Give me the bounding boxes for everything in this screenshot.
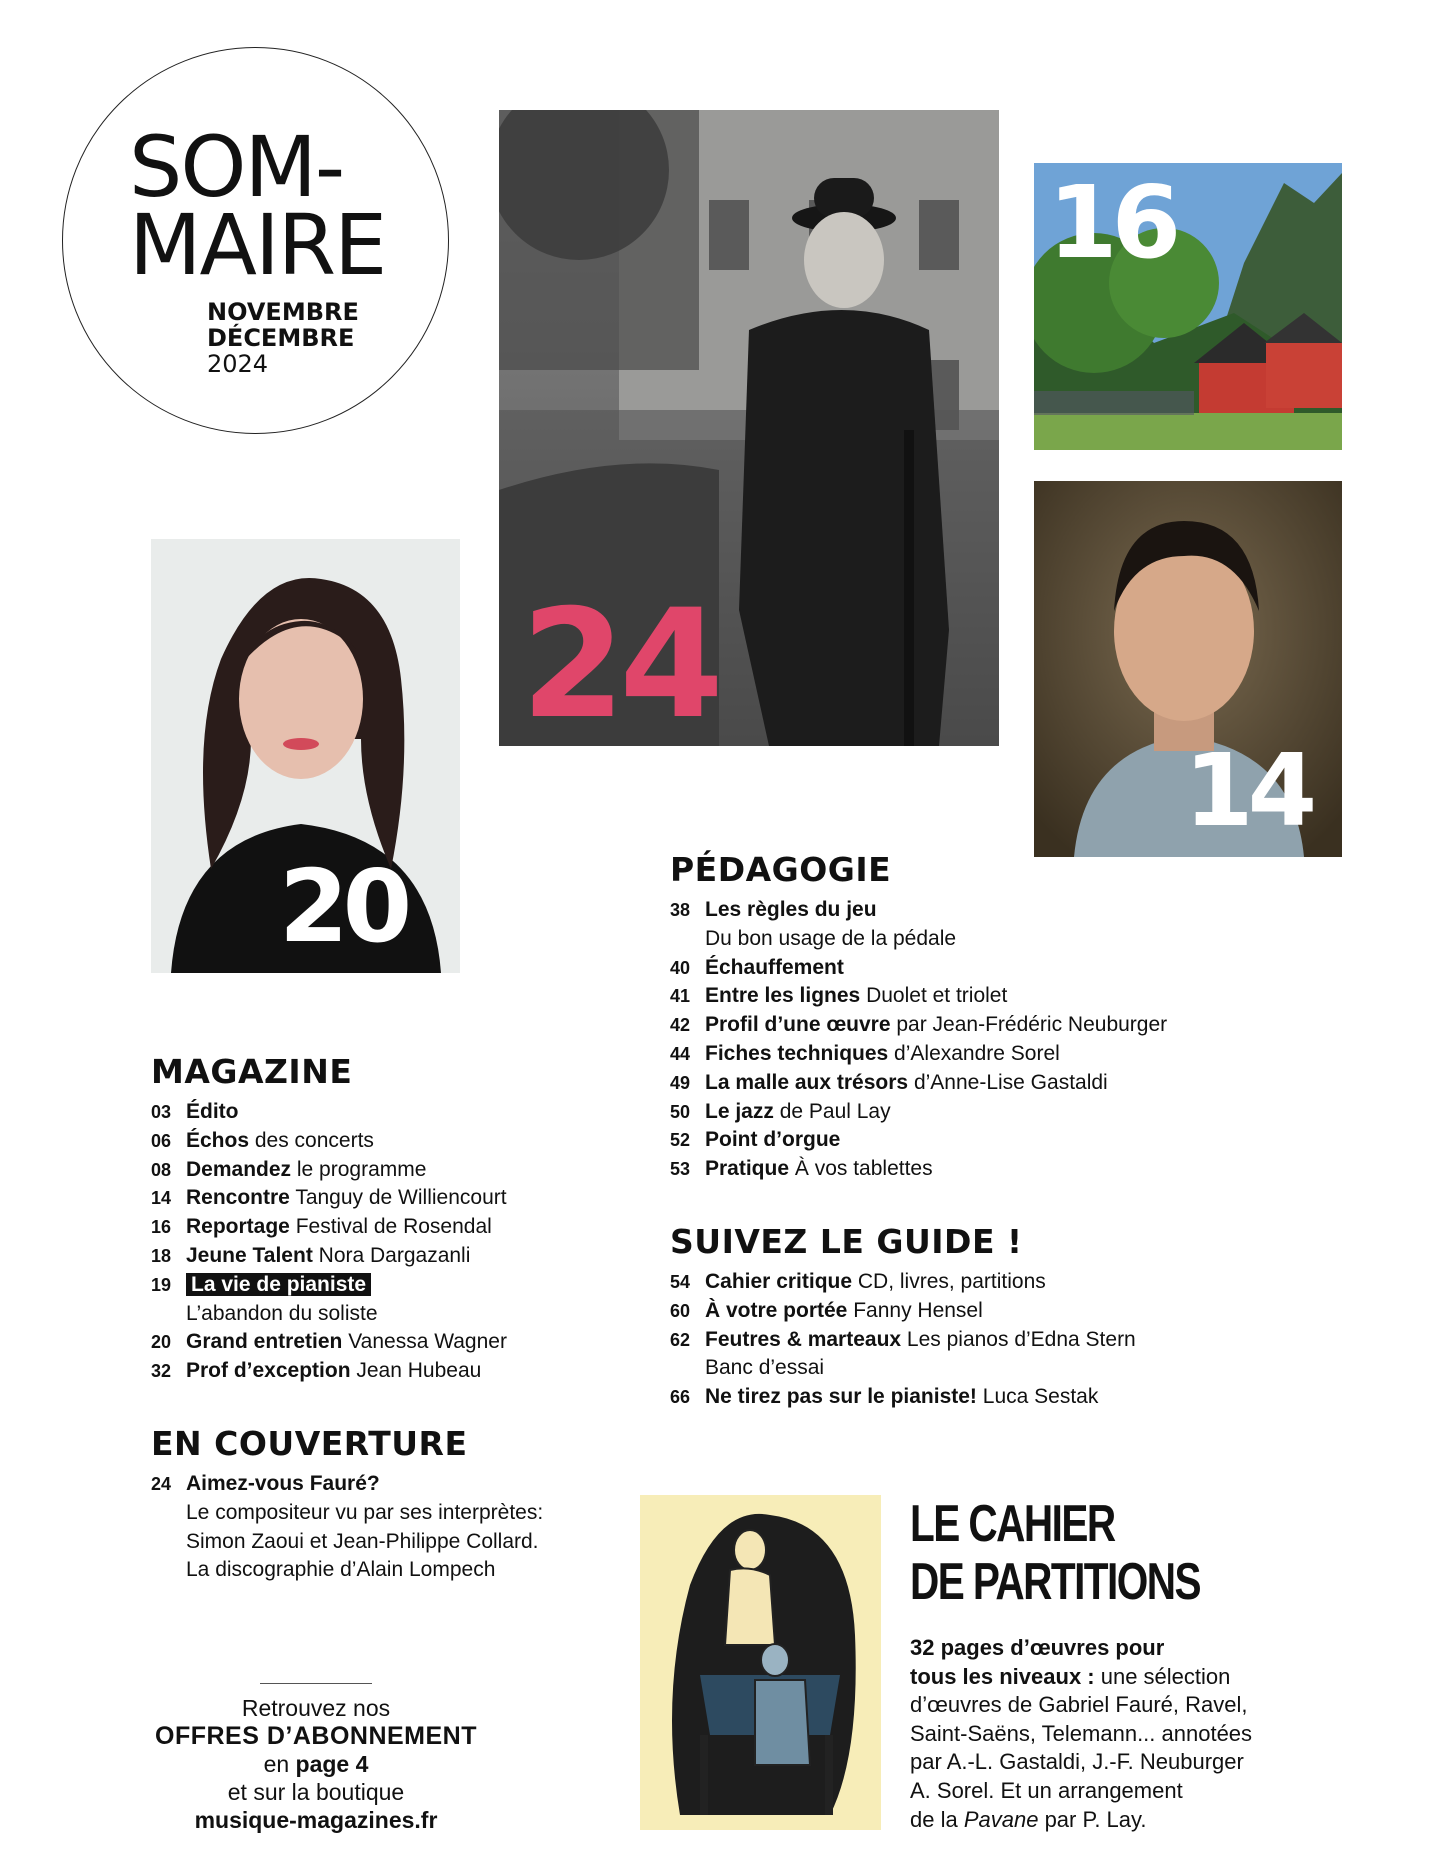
entry-subtitle: de Paul Lay (773, 1099, 891, 1123)
entry-subtitle: Jean Hubeau (350, 1359, 482, 1383)
entry-title: Prof d’exception (186, 1359, 351, 1383)
toc-entry[interactable] (670, 1326, 1136, 1355)
faure-page-number: 24 (521, 578, 718, 746)
page-number: 06 (151, 1130, 172, 1151)
page-number: 44 (670, 1043, 691, 1064)
entry-subtitle: Du bon usage de la pédale (705, 926, 957, 950)
cahier-title-line-2: DE PARTITIONS (910, 1553, 1200, 1611)
faure-photo[interactable] (499, 110, 999, 746)
page-number: 24 (151, 1474, 172, 1494)
toc-entry[interactable] (151, 1357, 507, 1386)
toc-entry[interactable] (670, 1069, 1167, 1098)
cahier-text-5: A. Sorel. Et un arrangement (910, 1777, 1183, 1803)
issue-year: 2024 (207, 350, 269, 378)
magazine-section (151, 1052, 507, 1386)
entry-title: Feutres & marteaux (705, 1327, 902, 1351)
toc-entry[interactable] (670, 1268, 1136, 1297)
entry-title: Rencontre (186, 1186, 290, 1210)
subscription-line-1: Retrouvez nos (241, 1695, 391, 1721)
entry-title: Profil d’une œuvre (705, 1013, 891, 1037)
page-number: 18 (151, 1245, 172, 1266)
entry-subtitle: des concerts (249, 1128, 374, 1152)
toc-entry[interactable] (670, 954, 1167, 983)
piano-illustration-image (640, 1495, 881, 1830)
entry-title: À votre portée (705, 1298, 848, 1322)
entry-subtitle: Festival de Rosendal (289, 1215, 492, 1239)
pedagogy-heading: PÉDAGOGIE (670, 850, 892, 889)
title-circle (62, 47, 449, 434)
toc-entry[interactable] (670, 1126, 1167, 1155)
cahier-text-6-pre: de la (910, 1806, 964, 1832)
subscription-page (136, 1750, 496, 1778)
entry-subtitle: Les pianos d’Edna Stern (901, 1327, 1136, 1351)
toc-entry[interactable] (151, 1156, 507, 1185)
cahier-text-3: Saint-Saëns, Telemann... annotées (910, 1720, 1253, 1746)
entry-subtitle: Vanessa Wagner (342, 1330, 507, 1354)
entry-title: Cahier critique (705, 1270, 853, 1293)
toc-entry[interactable] (151, 1098, 507, 1127)
entry-title: Le jazz (705, 1099, 774, 1123)
page-number: 54 (670, 1272, 691, 1292)
cahier-bold-2: tous les niveaux : (910, 1663, 1095, 1689)
entry-subtitle: d’Alexandre Sorel (888, 1041, 1060, 1065)
toc-entry-continuation (151, 1300, 507, 1329)
entry-subtitle: Banc d’essai (705, 1356, 825, 1380)
entry-title: Reportage (186, 1215, 290, 1239)
issue-month-1: NOVEMBRE (207, 298, 359, 326)
toc-entry[interactable] (670, 1297, 1136, 1326)
toc-entry[interactable] (151, 1328, 507, 1357)
entry-subtitle: le programme (291, 1157, 427, 1181)
title-line-1: SOM- (129, 118, 344, 216)
toc-entry[interactable] (670, 896, 1167, 925)
page-number: 38 (670, 900, 691, 920)
page-number: 62 (670, 1329, 691, 1350)
toc-entry[interactable] (151, 1127, 507, 1156)
subscription-box (136, 1683, 496, 1834)
entry-subtitle: Nora Dargazanli (312, 1243, 471, 1267)
entry-title: Fiches techniques (705, 1041, 889, 1065)
rosendal-page-number: 16 (1048, 164, 1176, 281)
page-number: 42 (670, 1015, 691, 1036)
entry-title: Grand entretien (186, 1330, 343, 1354)
toc-entry[interactable] (670, 1155, 1167, 1184)
page-number: 52 (670, 1130, 691, 1151)
toc-entry[interactable] (670, 1383, 1136, 1412)
magazine-heading: MAGAZINE (151, 1052, 353, 1091)
entry-subtitle: Luca Sestak (976, 1385, 1099, 1409)
entry-subtitle: CD, livres, partitions (852, 1270, 1046, 1293)
cover-section (151, 1424, 543, 1585)
page-number: 60 (670, 1300, 691, 1321)
toc-entry[interactable] (151, 1184, 507, 1213)
toc-entry[interactable] (670, 1040, 1167, 1069)
pedagogy-section (670, 850, 1167, 1184)
rosendal-photo[interactable] (1034, 163, 1342, 450)
cahier-text-6-italic: Pavane (963, 1806, 1039, 1832)
page-number: 53 (670, 1159, 691, 1180)
page-title (129, 118, 386, 294)
shop-link[interactable]: musique-magazines.fr (194, 1807, 438, 1833)
tanguy-page-number: 14 (1184, 732, 1312, 849)
toc-entry[interactable] (670, 1011, 1167, 1040)
entry-subtitle: La discographie d’Alain Lompech (186, 1558, 496, 1582)
entry-title: Les règles du jeu (705, 898, 877, 921)
cahier-text-4: par A.-L. Gastaldi, J.-F. Neuburger (910, 1749, 1244, 1775)
guide-heading: SUIVEZ LE GUIDE ! (670, 1222, 1023, 1261)
toc-entry[interactable] (151, 1271, 507, 1300)
entry-subtitle: Simon Zaoui et Jean-Philippe Collard. (186, 1529, 539, 1553)
entry-subtitle: À vos tablettes (789, 1157, 933, 1181)
entry-title: Échauffement (705, 955, 844, 979)
toc-entry-continuation (670, 925, 1167, 954)
page-number: 14 (151, 1188, 172, 1209)
page-number: 50 (670, 1101, 691, 1122)
cahier-illustration[interactable] (640, 1495, 881, 1830)
wagner-photo[interactable] (151, 539, 460, 973)
entry-title: Jeune Talent (186, 1243, 313, 1267)
subscription-line-4: et sur la boutique (227, 1779, 405, 1805)
entry-subtitle: Duolet et triolet (860, 984, 1008, 1008)
entry-subtitle: Tanguy de Williencourt (289, 1186, 507, 1210)
page-number: 08 (151, 1159, 172, 1180)
entry-subtitle: Le compositeur vu par ses interprètes: (186, 1500, 544, 1524)
toc-entry[interactable] (151, 1213, 507, 1242)
entry-title: Point d’orgue (705, 1128, 841, 1152)
cahier-title (910, 1495, 1200, 1611)
page-number: 32 (151, 1361, 172, 1382)
toc-entry-continuation (151, 1499, 543, 1528)
entry-title: Aimez-vous Fauré? (186, 1472, 380, 1495)
entry-subtitle: par Jean-Frédéric Neuburger (890, 1013, 1168, 1037)
title-line-2: MAIRE (129, 196, 386, 294)
subscription-offers[interactable]: OFFRES D’ABONNEMENT (155, 1722, 477, 1750)
page-number: 03 (151, 1102, 172, 1122)
issue-date (207, 299, 359, 377)
page-number: 41 (670, 986, 691, 1007)
cahier-text-1: une sélection (1094, 1663, 1231, 1689)
toc-entry-continuation (151, 1528, 543, 1557)
cahier-title-line-1: LE CAHIER (910, 1495, 1115, 1553)
toc-entry[interactable] (151, 1470, 543, 1499)
toc-entry[interactable] (670, 982, 1167, 1011)
toc-entry-continuation (151, 1556, 543, 1585)
entry-title-highlighted: La vie de pianiste (186, 1273, 371, 1296)
entry-title: Édito (186, 1100, 239, 1123)
entry-title: Entre les lignes (705, 984, 861, 1008)
subscription-page-prefix: en (263, 1751, 296, 1777)
page-number: 16 (151, 1217, 172, 1238)
entry-title: Pratique (705, 1157, 790, 1181)
divider (260, 1683, 372, 1684)
cahier-text-2: d’œuvres de Gabriel Fauré, Ravel, (910, 1692, 1248, 1718)
page-number: 20 (151, 1332, 172, 1353)
page-number: 49 (670, 1072, 691, 1093)
entry-subtitle: L’abandon du soliste (186, 1301, 378, 1325)
toc-entry[interactable] (151, 1242, 507, 1271)
page-number: 40 (670, 957, 691, 978)
tanguy-photo[interactable] (1034, 481, 1342, 857)
issue-month-2: DÉCEMBRE (207, 324, 355, 352)
subscription-page-link[interactable]: page 4 (295, 1751, 369, 1777)
entry-title: La malle aux trésors (705, 1070, 909, 1094)
toc-entry-continuation (670, 1354, 1136, 1383)
toc-entry[interactable] (670, 1098, 1167, 1127)
cahier-bold-1: 32 pages d’œuvres pour (910, 1635, 1165, 1660)
entry-subtitle: Fanny Hensel (847, 1298, 983, 1322)
page-number: 19 (151, 1274, 172, 1295)
guide-section (670, 1222, 1136, 1412)
cahier-text-6-post: par P. Lay. (1038, 1806, 1147, 1832)
cover-heading: EN COUVERTURE (151, 1424, 468, 1463)
cahier-description (910, 1634, 1270, 1834)
entry-subtitle: d’Anne-Lise Gastaldi (908, 1070, 1108, 1094)
wagner-page-number: 20 (279, 848, 407, 965)
entry-title: Ne tirez pas sur le pianiste! (705, 1385, 977, 1409)
page-number: 66 (670, 1387, 691, 1408)
entry-title: Demandez (186, 1157, 292, 1181)
entry-title: Échos (186, 1128, 250, 1152)
